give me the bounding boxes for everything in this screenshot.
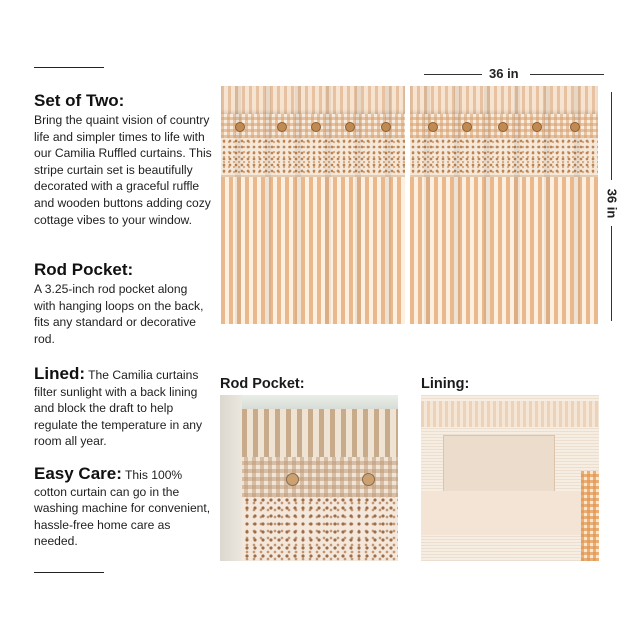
rod-pocket-detail-image	[220, 395, 398, 561]
wooden-button	[532, 122, 542, 132]
width-dimension-label: 36 in	[489, 66, 519, 81]
wooden-button	[498, 122, 508, 132]
section-body: A 3.25-inch rod pocket along with hanging loops on the back, fits any standard or decorative rod.	[34, 282, 204, 346]
section-body: Bring the quaint vision of country life and simpler times to life with our Camilia Ruffled curtains. This stripe curtain set is beautifully decorated with a graceful ruffle and wooden buttons adding cozy cottage vibes to your window.	[34, 113, 212, 227]
wooden-button	[235, 122, 245, 132]
wooden-button	[362, 473, 375, 486]
wooden-button	[311, 122, 321, 132]
wooden-button	[570, 122, 580, 132]
section-easy-care	[34, 466, 212, 550]
section-heading: Lined:	[34, 364, 85, 383]
section-lined	[34, 366, 212, 450]
height-dimension-label: 36 in	[604, 188, 620, 219]
curtain-panel-left	[221, 86, 405, 324]
section-set-of-two	[34, 90, 212, 228]
width-dimension-line-right	[530, 74, 604, 75]
floral-ruffle	[220, 497, 398, 561]
wooden-button	[277, 122, 287, 132]
top-divider	[34, 67, 104, 68]
wooden-button	[462, 122, 472, 132]
wooden-button	[381, 122, 391, 132]
section-heading: Easy Care:	[34, 464, 122, 483]
section-heading: Rod Pocket:	[34, 260, 134, 279]
bottom-divider	[34, 572, 104, 573]
hanging-loop-band	[421, 401, 599, 427]
height-dimension-line-top	[611, 92, 612, 180]
height-dimension-line-bottom	[611, 226, 612, 321]
section-heading: Set of Two:	[34, 91, 125, 110]
window-light	[220, 395, 398, 409]
lining-hem	[421, 491, 599, 535]
wooden-button	[428, 122, 438, 132]
section-body: This 100% cotton curtain can go in the washing machine for convenient, hassle-free home care as needed.	[34, 468, 211, 549]
lining-caption: Lining:	[421, 376, 470, 392]
curtain-panel-right	[410, 86, 598, 324]
lining-patch	[443, 435, 555, 497]
wooden-button	[286, 473, 299, 486]
rod-pocket-caption: Rod Pocket:	[220, 376, 305, 392]
section-body: The Camilia curtains filter sunlight with a back lining and block the draft to help regulate the temperature in any room all year.	[34, 368, 203, 449]
wall-edge	[220, 395, 242, 561]
gingham-edge	[581, 471, 599, 561]
section-rod-pocket	[34, 259, 212, 347]
width-dimension-line-left	[424, 74, 482, 75]
lining-detail-image	[421, 395, 599, 561]
wooden-button	[345, 122, 355, 132]
